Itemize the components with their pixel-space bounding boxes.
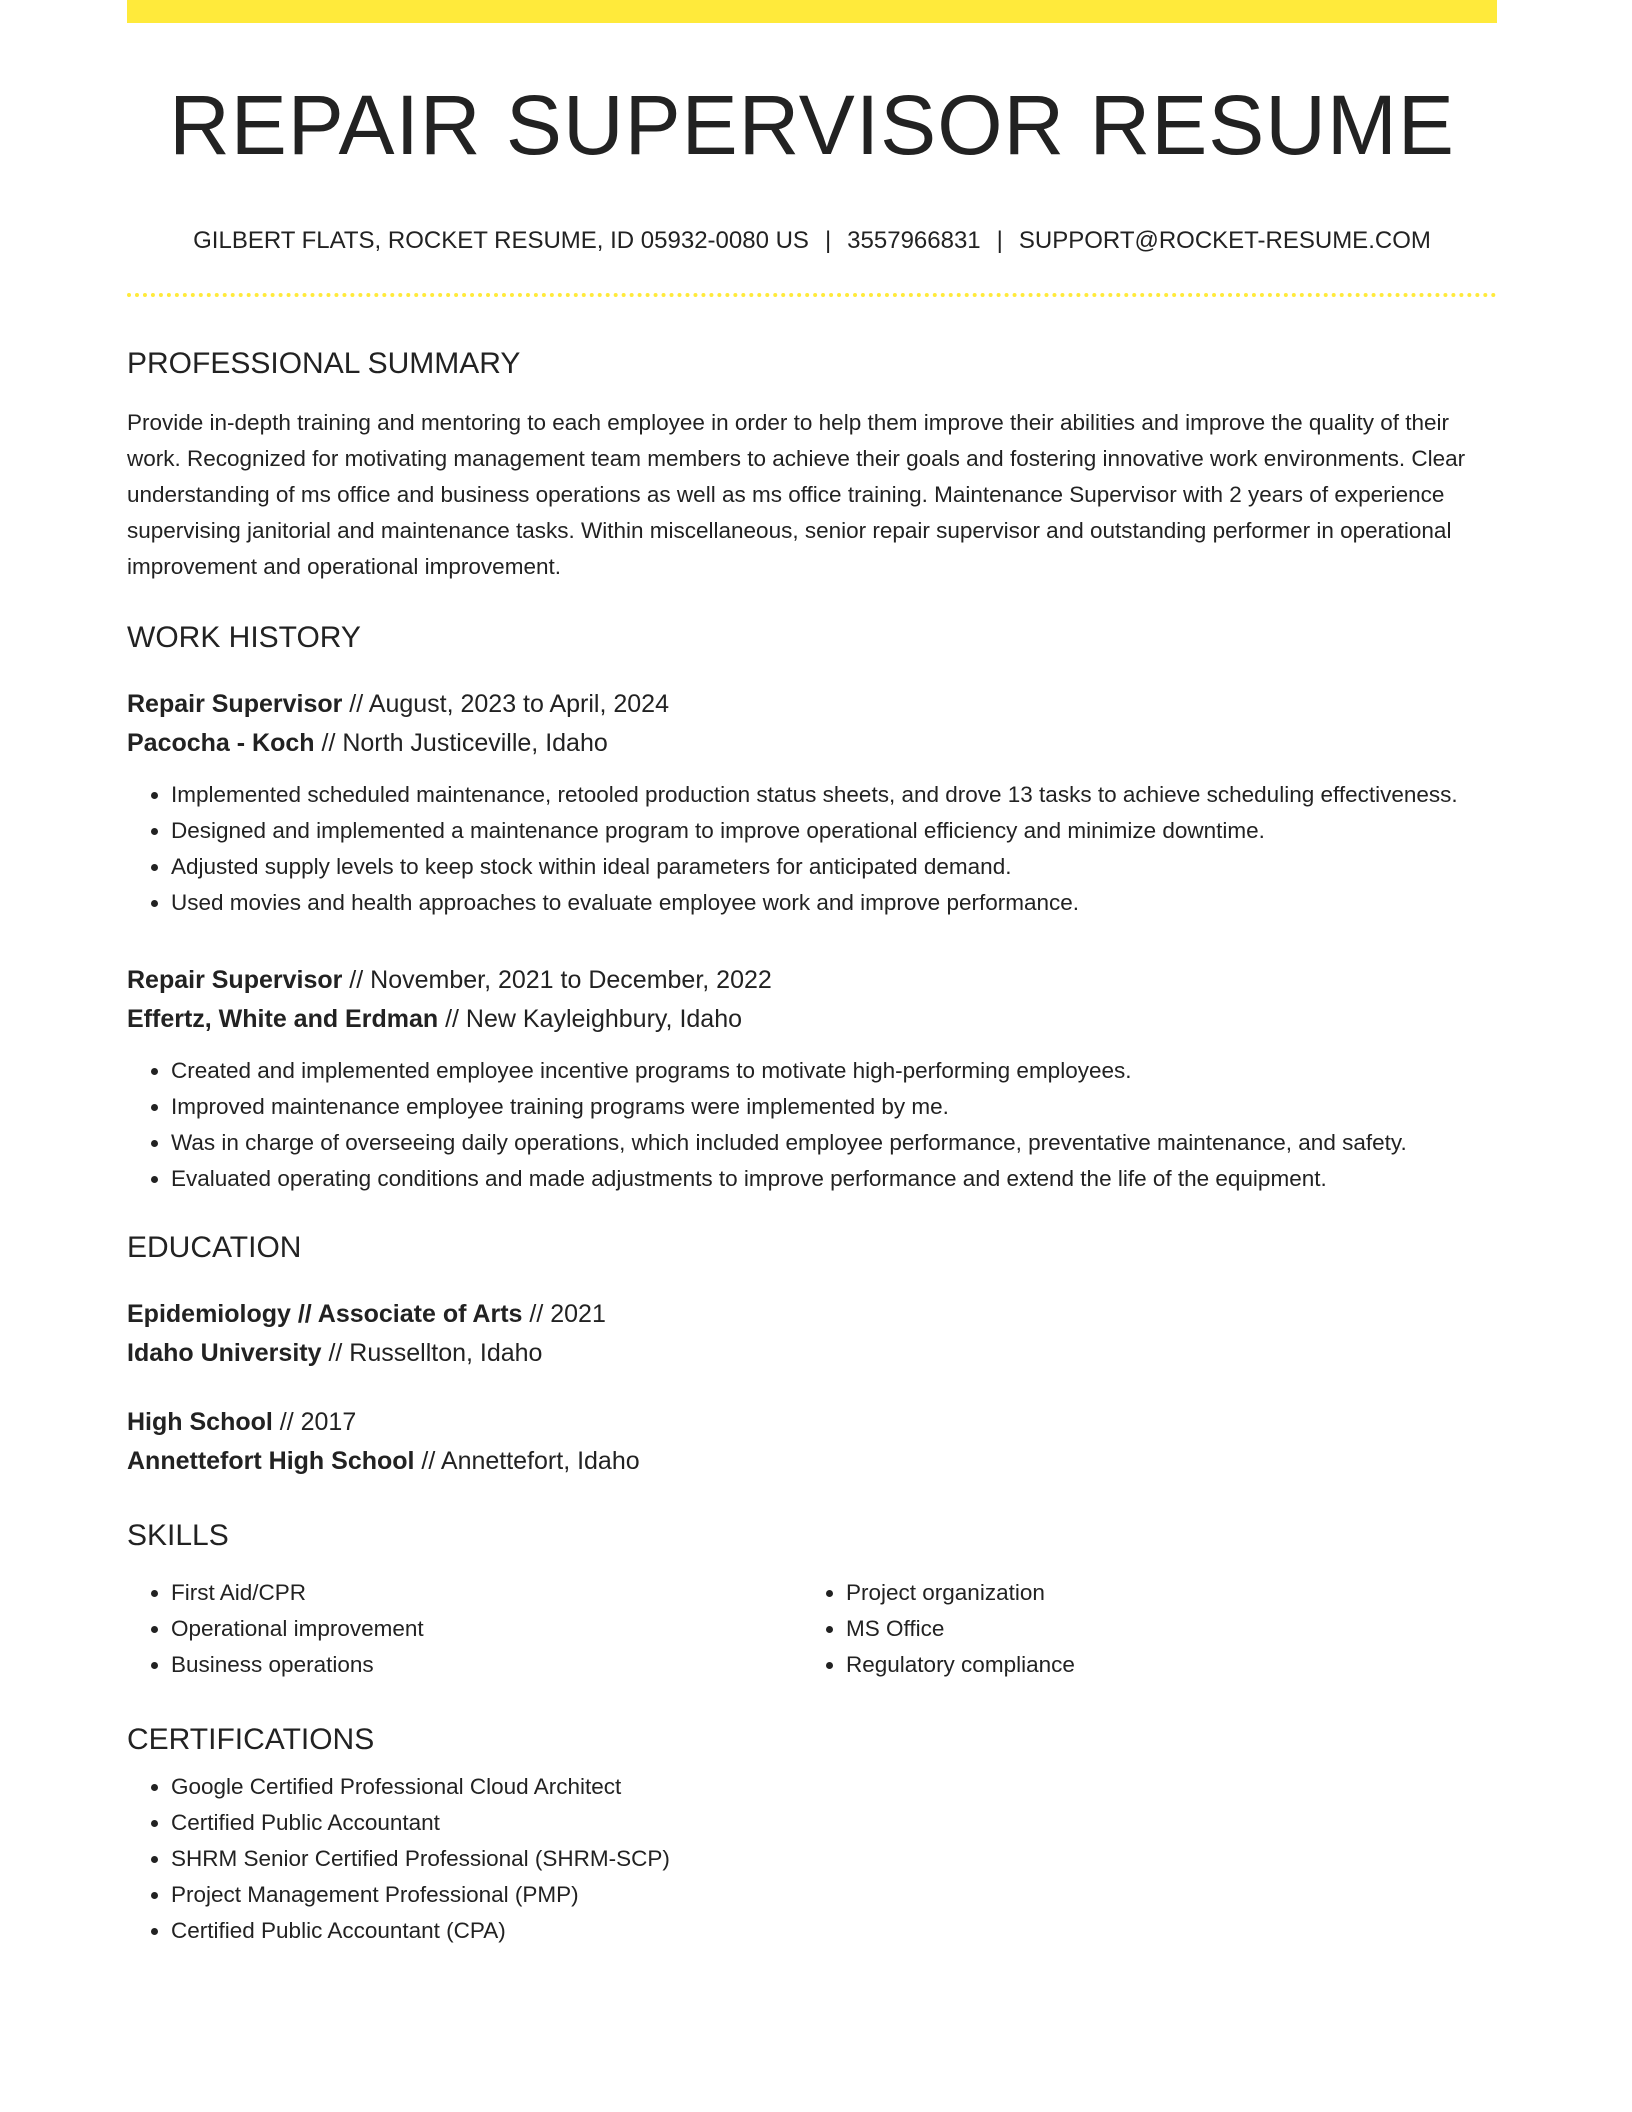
job-bullet: • Adjusted supply levels to keep stock within ideal parameters for anticipated demand. bbox=[171, 849, 1497, 885]
job-bullet: • Improved maintenance employee training programs were implemented by me. bbox=[171, 1089, 1497, 1125]
section-title-skills: SKILLS bbox=[127, 1519, 229, 1552]
contact-email: SUPPORT@ROCKET-RESUME.COM bbox=[1018, 227, 1431, 254]
job-bullet: • Was in charge of overseeing daily operations, which included employee performance, preventative maintenance, and safety. bbox=[171, 1125, 1497, 1161]
education-location: // Annettefort, Idaho bbox=[414, 1447, 640, 1475]
certification-item: • Project Management Professional (PMP) bbox=[171, 1877, 1497, 1913]
job-role: Repair Supervisor bbox=[127, 966, 343, 994]
job-role: Repair Supervisor bbox=[127, 690, 343, 718]
contact-line bbox=[127, 229, 1497, 253]
education-degree: Epidemiology // Associate of Arts bbox=[127, 1300, 523, 1328]
job-role-line bbox=[127, 961, 1497, 1000]
section-title-work-history: WORK HISTORY bbox=[127, 621, 361, 654]
job-role-line bbox=[127, 685, 1497, 724]
certification-item: • Google Certified Professional Cloud Architect bbox=[171, 1769, 1497, 1805]
top-accent-bar bbox=[127, 0, 1497, 23]
dotted-divider bbox=[127, 293, 1497, 297]
education-degree-line bbox=[127, 1403, 1497, 1442]
education-entry bbox=[127, 1295, 1497, 1373]
job-company: Effertz, White and Erdman bbox=[127, 1005, 439, 1033]
contact-phone: 3557966831 bbox=[847, 227, 981, 254]
education-location: // Russellton, Idaho bbox=[321, 1339, 543, 1367]
contact-address: GILBERT FLATS, ROCKET RESUME, ID 05932-0080 US bbox=[193, 227, 809, 254]
job-entry bbox=[127, 961, 1497, 1197]
skill-item: • First Aid/CPR bbox=[171, 1575, 802, 1611]
resume-title: REPAIR SUPERVISOR RESUME bbox=[169, 78, 1455, 172]
education-entry bbox=[127, 1403, 1497, 1481]
job-bullets bbox=[127, 1053, 1497, 1197]
summary-text: Provide in-depth training and mentoring to each employee in order to help them improve their abilities and improve the quality of their work. Recognized for motivating management team members to achieve their goals and fostering innovative work environments. Clear understanding of ms office and business operations as well as ms office training. Maintenance Supervisor with 2 years of experience supervising janitorial and maintenance tasks. Within miscellaneous, senior repair supervisor and outstanding performer in operational improvement and operational improvement. bbox=[127, 410, 1466, 579]
skills-column-right bbox=[802, 1575, 1477, 1683]
education-degree-line bbox=[127, 1295, 1497, 1334]
job-location: // North Justiceville, Idaho bbox=[314, 729, 608, 757]
education-year: // 2021 bbox=[522, 1300, 606, 1328]
education-school: Annettefort High School bbox=[127, 1447, 415, 1475]
job-dates: // November, 2021 to December, 2022 bbox=[342, 966, 772, 994]
job-bullet: • Evaluated operating conditions and made adjustments to improve performance and extend the life of the equipment. bbox=[171, 1161, 1497, 1197]
skills-grid bbox=[127, 1575, 1497, 1683]
contact-separator: | bbox=[824, 227, 832, 254]
section-title-summary: PROFESSIONAL SUMMARY bbox=[127, 347, 521, 380]
skill-item: • Project organization bbox=[846, 1575, 1477, 1611]
resume-page bbox=[127, 0, 1497, 1949]
job-entry bbox=[127, 685, 1497, 921]
skill-item: • Operational improvement bbox=[171, 1611, 802, 1647]
education-school: Idaho University bbox=[127, 1339, 322, 1367]
job-bullets bbox=[127, 777, 1497, 921]
skills-column-left bbox=[127, 1575, 802, 1683]
education-year: // 2017 bbox=[272, 1408, 357, 1436]
education-school-line bbox=[127, 1334, 1497, 1373]
education-degree: High School bbox=[127, 1408, 273, 1436]
job-location: // New Kayleighbury, Idaho bbox=[438, 1005, 743, 1033]
contact-separator: | bbox=[996, 227, 1003, 254]
section-title-education: EDUCATION bbox=[127, 1231, 302, 1264]
certification-item: • Certified Public Accountant (CPA) bbox=[171, 1913, 1497, 1949]
job-dates: // August, 2023 to April, 2024 bbox=[342, 690, 669, 718]
skill-item: • Business operations bbox=[171, 1647, 802, 1683]
job-bullet: • Used movies and health approaches to evaluate employee work and improve performance. bbox=[171, 885, 1497, 921]
certification-item: • SHRM Senior Certified Professional (SHRM-SCP) bbox=[171, 1841, 1497, 1877]
job-company: Pacocha - Koch bbox=[127, 729, 315, 757]
job-company-line bbox=[127, 724, 1497, 763]
certifications-list bbox=[127, 1769, 1497, 1949]
job-bullet: • Implemented scheduled maintenance, retooled production status sheets, and drove 13 tasks to achieve scheduling effectiveness. bbox=[171, 777, 1497, 813]
skill-item: • MS Office bbox=[846, 1611, 1477, 1647]
job-bullet: • Designed and implemented a maintenance program to improve operational efficiency and minimize downtime. bbox=[171, 813, 1497, 849]
education-school-line bbox=[127, 1442, 1497, 1481]
job-company-line bbox=[127, 1000, 1497, 1039]
certification-item: • Certified Public Accountant bbox=[171, 1805, 1497, 1841]
job-bullet: • Created and implemented employee incentive programs to motivate high-performing employees. bbox=[171, 1053, 1497, 1089]
section-title-certifications: CERTIFICATIONS bbox=[127, 1723, 375, 1756]
skill-item: • Regulatory compliance bbox=[846, 1647, 1477, 1683]
